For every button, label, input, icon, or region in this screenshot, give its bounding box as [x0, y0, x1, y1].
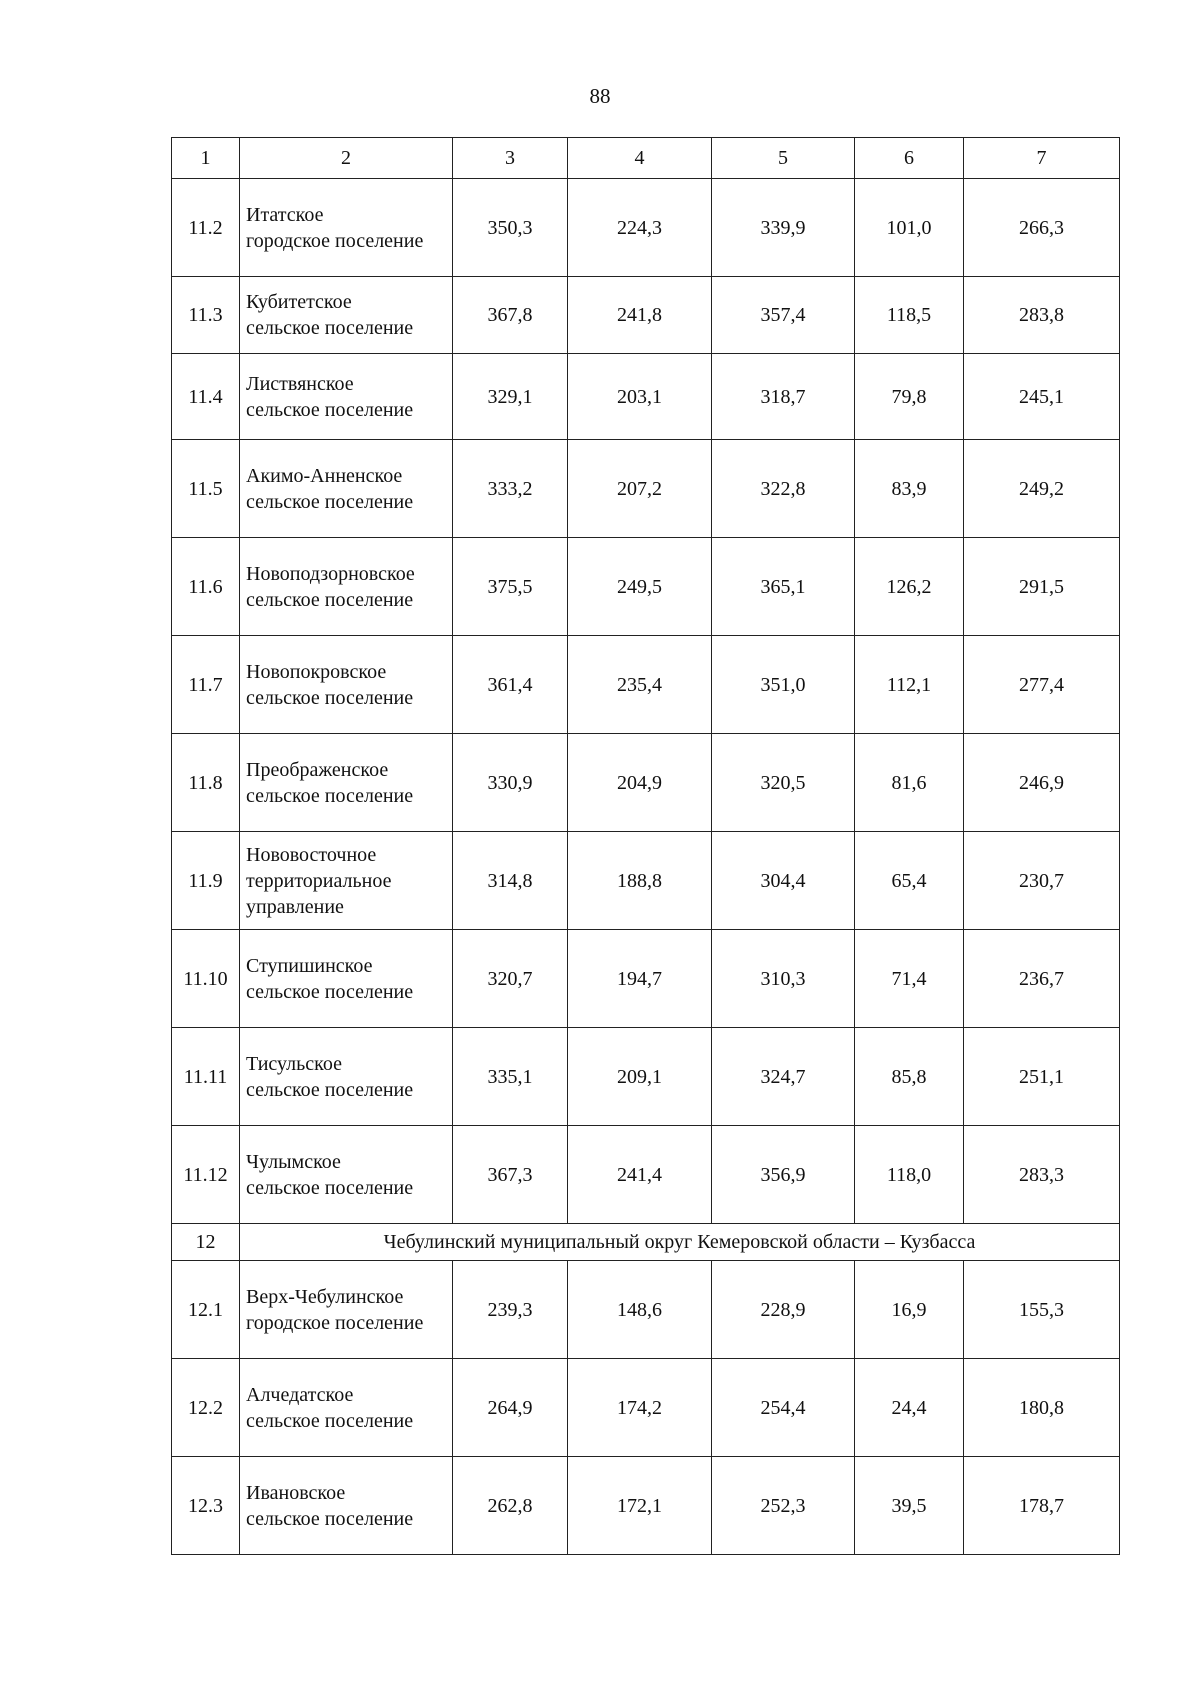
value-cell: 333,2	[453, 440, 568, 538]
table-body	[172, 138, 1120, 1555]
data-table	[171, 137, 1120, 1555]
row-number: 11.11	[172, 1028, 240, 1126]
value-cell: 85,8	[855, 1028, 964, 1126]
value-cell: 148,6	[568, 1261, 712, 1359]
header-cell: 3	[453, 138, 568, 179]
table-row	[172, 277, 1120, 354]
value-cell: 203,1	[568, 354, 712, 440]
value-cell: 357,4	[712, 277, 855, 354]
row-number: 11.12	[172, 1126, 240, 1224]
settlement-name	[240, 930, 453, 1028]
value-cell: 224,3	[568, 179, 712, 277]
value-cell: 356,9	[712, 1126, 855, 1224]
row-number: 11.7	[172, 636, 240, 734]
settlement-name	[240, 734, 453, 832]
row-number: 11.3	[172, 277, 240, 354]
row-number: 11.8	[172, 734, 240, 832]
settlement-name-line: Итатское	[246, 203, 324, 226]
row-number: 11.9	[172, 832, 240, 930]
value-cell: 320,5	[712, 734, 855, 832]
settlement-name	[240, 1261, 453, 1359]
value-cell: 254,4	[712, 1359, 855, 1457]
value-cell: 118,5	[855, 277, 964, 354]
page-number: 88	[589, 84, 611, 108]
value-cell: 339,9	[712, 179, 855, 277]
settlement-name	[240, 277, 453, 354]
header-cell: 6	[855, 138, 964, 179]
value-cell: 207,2	[568, 440, 712, 538]
value-cell: 283,3	[964, 1126, 1120, 1224]
value-cell: 194,7	[568, 930, 712, 1028]
settlement-name-line: городское поселение	[246, 1311, 424, 1334]
settlement-name-line: сельское поселение	[246, 1078, 414, 1101]
table-row	[172, 354, 1120, 440]
value-cell: 318,7	[712, 354, 855, 440]
value-cell: 350,3	[453, 179, 568, 277]
value-cell: 335,1	[453, 1028, 568, 1126]
header-row	[172, 138, 1120, 179]
settlement-name-line: сельское поселение	[246, 1176, 414, 1199]
row-number: 11.5	[172, 440, 240, 538]
value-cell: 83,9	[855, 440, 964, 538]
value-cell: 180,8	[964, 1359, 1120, 1457]
value-cell: 283,8	[964, 277, 1120, 354]
row-number: 11.10	[172, 930, 240, 1028]
value-cell: 324,7	[712, 1028, 855, 1126]
value-cell: 365,1	[712, 538, 855, 636]
section-row	[172, 1224, 1120, 1261]
value-cell: 16,9	[855, 1261, 964, 1359]
settlement-name	[240, 354, 453, 440]
value-cell: 241,4	[568, 1126, 712, 1224]
value-cell: 79,8	[855, 354, 964, 440]
row-number: 12.2	[172, 1359, 240, 1457]
value-cell: 39,5	[855, 1457, 964, 1555]
table-row	[172, 440, 1120, 538]
value-cell: 209,1	[568, 1028, 712, 1126]
table-row	[172, 832, 1120, 930]
settlement-name-line: сельское поселение	[246, 490, 414, 513]
header-cell: 7	[964, 138, 1120, 179]
settlement-name-line: сельское поселение	[246, 784, 414, 807]
settlement-name-line: сельское поселение	[246, 686, 414, 709]
value-cell: 322,8	[712, 440, 855, 538]
settlement-name-line: Алчедатское	[246, 1383, 354, 1406]
settlement-name	[240, 179, 453, 277]
value-cell: 204,9	[568, 734, 712, 832]
value-cell: 304,4	[712, 832, 855, 930]
table-row	[172, 636, 1120, 734]
settlement-name	[240, 538, 453, 636]
value-cell: 236,7	[964, 930, 1120, 1028]
settlement-name-line: Тисульское	[246, 1052, 342, 1075]
header-cell: 2	[240, 138, 453, 179]
header-cell: 4	[568, 138, 712, 179]
value-cell: 310,3	[712, 930, 855, 1028]
table-row	[172, 930, 1120, 1028]
value-cell: 249,2	[964, 440, 1120, 538]
value-cell: 65,4	[855, 832, 964, 930]
value-cell: 320,7	[453, 930, 568, 1028]
settlement-name-line: сельское поселение	[246, 1409, 414, 1432]
value-cell: 178,7	[964, 1457, 1120, 1555]
settlement-name	[240, 1359, 453, 1457]
value-cell: 118,0	[855, 1126, 964, 1224]
value-cell: 126,2	[855, 538, 964, 636]
value-cell: 262,8	[453, 1457, 568, 1555]
settlement-name-line: сельское поселение	[246, 1507, 414, 1530]
value-cell: 291,5	[964, 538, 1120, 636]
settlement-name-line: территориальное	[246, 869, 392, 892]
value-cell: 172,1	[568, 1457, 712, 1555]
value-cell: 245,1	[964, 354, 1120, 440]
table-row	[172, 1028, 1120, 1126]
settlement-name-line: сельское поселение	[246, 398, 414, 421]
settlement-name	[240, 1028, 453, 1126]
value-cell: 155,3	[964, 1261, 1120, 1359]
settlement-name-line: городское поселение	[246, 229, 424, 252]
value-cell: 188,8	[568, 832, 712, 930]
value-cell: 264,9	[453, 1359, 568, 1457]
value-cell: 314,8	[453, 832, 568, 930]
value-cell: 329,1	[453, 354, 568, 440]
value-cell: 235,4	[568, 636, 712, 734]
settlement-name-line: сельское поселение	[246, 588, 414, 611]
settlement-name-line: Новоподзорновское	[246, 562, 415, 585]
section-title: Чебулинский муниципальный округ Кемеровской области – Кузбасса	[240, 1224, 1120, 1261]
section-number: 12	[172, 1224, 240, 1261]
row-number: 12.3	[172, 1457, 240, 1555]
settlement-name-line: Кубитетское	[246, 291, 352, 313]
settlement-name-line: Ступишинское	[246, 954, 373, 977]
settlement-name-line: Ивановское	[246, 1481, 346, 1504]
row-number: 11.2	[172, 179, 240, 277]
settlement-name-line: сельское поселение	[246, 980, 414, 1003]
value-cell: 228,9	[712, 1261, 855, 1359]
row-number: 11.6	[172, 538, 240, 636]
value-cell: 249,5	[568, 538, 712, 636]
settlement-name-line: Листвянское	[246, 372, 354, 395]
value-cell: 351,0	[712, 636, 855, 734]
settlement-name-line: Акимо-Анненское	[246, 464, 403, 487]
table-row	[172, 734, 1120, 832]
value-cell: 24,4	[855, 1359, 964, 1457]
value-cell: 367,3	[453, 1126, 568, 1224]
value-cell: 252,3	[712, 1457, 855, 1555]
value-cell: 361,4	[453, 636, 568, 734]
settlement-name-line: Нововосточное	[246, 843, 377, 866]
value-cell: 246,9	[964, 734, 1120, 832]
row-number: 11.4	[172, 354, 240, 440]
settlement-name	[240, 636, 453, 734]
value-cell: 81,6	[855, 734, 964, 832]
table-row	[172, 1261, 1120, 1359]
settlement-name-line: Преображенское	[246, 758, 389, 781]
value-cell: 277,4	[964, 636, 1120, 734]
value-cell: 330,9	[453, 734, 568, 832]
value-cell: 71,4	[855, 930, 964, 1028]
value-cell: 367,8	[453, 277, 568, 354]
settlement-name-line: управление	[246, 895, 344, 918]
value-cell: 230,7	[964, 832, 1120, 930]
settlement-name-line: Новопокровское	[246, 660, 387, 683]
value-cell: 266,3	[964, 179, 1120, 277]
table-row	[172, 1126, 1120, 1224]
settlement-name	[240, 832, 453, 930]
value-cell: 251,1	[964, 1028, 1120, 1126]
header-cell: 5	[712, 138, 855, 179]
value-cell: 174,2	[568, 1359, 712, 1457]
settlement-name	[240, 1457, 453, 1555]
header-cell: 1	[172, 138, 240, 179]
row-number: 12.1	[172, 1261, 240, 1359]
value-cell: 375,5	[453, 538, 568, 636]
table-row	[172, 538, 1120, 636]
settlement-name-line: сельское поселение	[246, 317, 414, 339]
value-cell: 112,1	[855, 636, 964, 734]
value-cell: 241,8	[568, 277, 712, 354]
settlement-name-line: Верх-Чебулинское	[246, 1285, 404, 1308]
settlement-name	[240, 440, 453, 538]
value-cell: 239,3	[453, 1261, 568, 1359]
table-row	[172, 179, 1120, 277]
value-cell: 101,0	[855, 179, 964, 277]
table-row	[172, 1457, 1120, 1555]
settlement-name	[240, 1126, 453, 1224]
table-row	[172, 1359, 1120, 1457]
settlement-name-line: Чулымское	[246, 1150, 341, 1173]
